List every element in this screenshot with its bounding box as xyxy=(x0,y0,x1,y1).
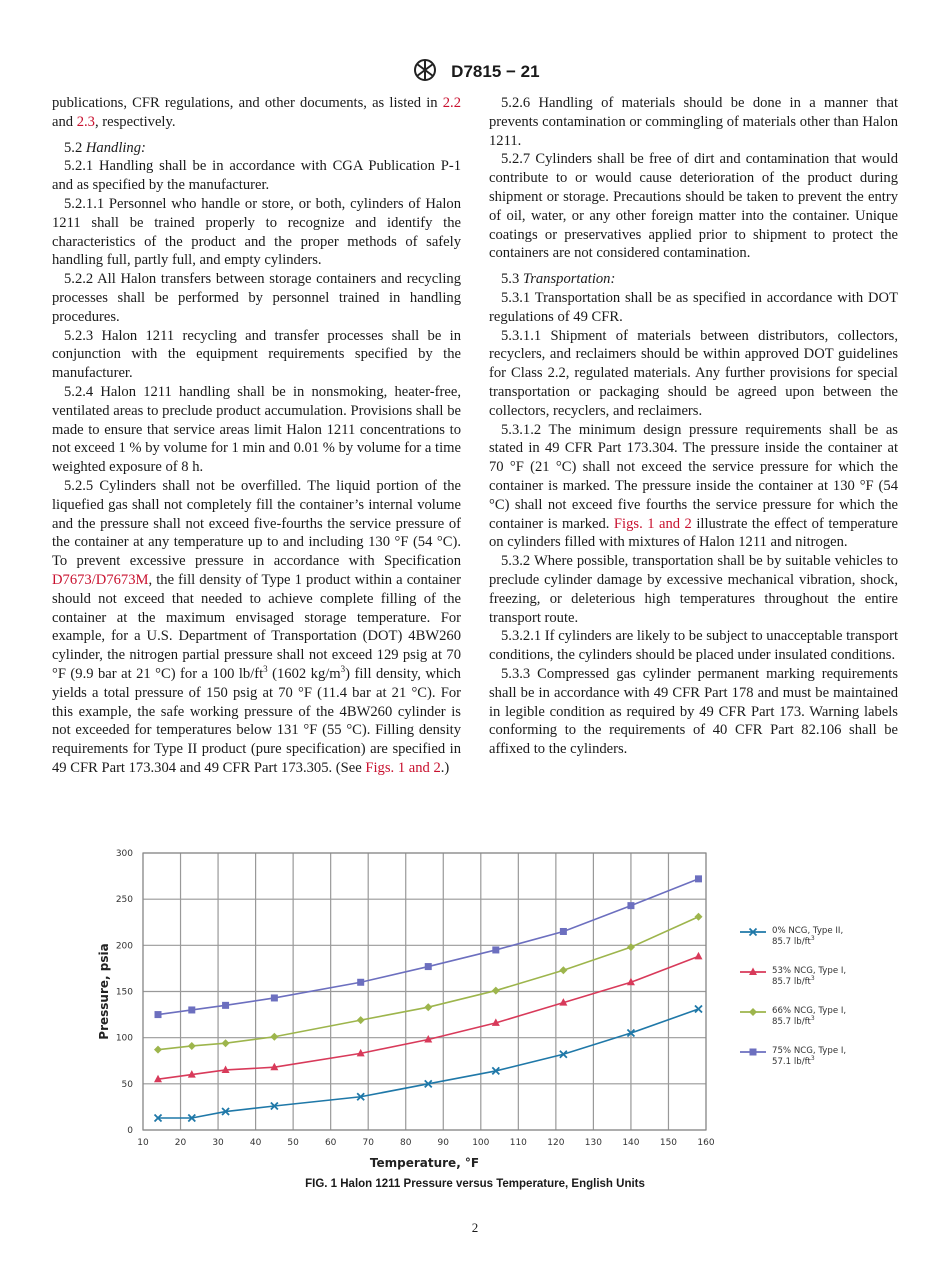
legend-item xyxy=(740,1006,846,1046)
legend-label: 66% NCG, Type I, xyxy=(772,1006,847,1016)
legend-swatch-icon xyxy=(740,1007,766,1017)
y-tick-label: 250 xyxy=(115,895,133,906)
legend-swatch-icon xyxy=(740,967,766,977)
x-tick-label: 60 xyxy=(324,1138,337,1148)
data-point xyxy=(188,1006,195,1013)
paragraph xyxy=(489,289,898,327)
right-column xyxy=(489,94,898,759)
paragraph-text: and xyxy=(52,113,77,130)
data-point xyxy=(627,902,634,909)
legend-density-exponent: 3 xyxy=(810,1015,815,1023)
paragraph xyxy=(489,665,898,759)
legend-swatch-icon xyxy=(740,1047,766,1057)
paragraph-text: 5.3.1 Transportation shall be as specified in accordance with DOT regulations of 49 CFR. xyxy=(489,289,898,325)
paragraph xyxy=(489,627,898,665)
paragraph-text: (1602 kg/m xyxy=(267,665,341,682)
x-tick-label: 100 xyxy=(472,1138,490,1148)
x-tick-label: 140 xyxy=(622,1138,640,1148)
paragraph-text: 5.2.5 Cylinders shall not be overfilled. The liquid portion of the liquefied gas shall not completely fill the container’s internal volume and the pressure shall not exceed five-fourths the service pressure of the container at any temperature up to and including 130 °F (54 °C). To prevent excessive pressure in accordance with Specification xyxy=(52,477,461,570)
paragraph xyxy=(489,270,898,289)
paragraph-text: 5.3.1.1 Shipment of materials between distributors, collectors, recyclers, and reclaimers should be within approved DOT guidelines for Class 2.2, regulated materials. Any further provisions for special transportation or packaging should be agreed upon between the collectors, recyclers, and reclaimers. xyxy=(489,327,898,419)
paragraph xyxy=(52,94,461,132)
legend-marker-icon xyxy=(750,1049,757,1056)
paragraph-text: 5.3.1.2 The minimum design pressure requirements shall be as stated in 49 CFR Part 173.304. The pressure inside the container at 70 °F (21 °C) shall not exceed the service pressure for which the container is marked. The pressure inside the container at 130 °F (54 °C) shall not exceed five fourths the service pressure for which the container is marked. xyxy=(489,421,898,532)
data-point xyxy=(492,946,499,953)
x-tick-label: 130 xyxy=(584,1138,602,1148)
x-tick-label: 10 xyxy=(137,1138,149,1148)
paragraph xyxy=(52,383,461,477)
data-point xyxy=(222,1039,230,1047)
paragraph-text: 5.3.3 Compressed gas cylinder permanent marking requirements shall be in accordance with 49 CFR Part 178 and must be maintained in legible condition as required by 49 CFR Part 173. Warning labels conforming to the requirements of 40 CFR Part 82.106 shall be affixed to the cylinders. xyxy=(489,665,898,758)
y-axis-label: Pressure, psia xyxy=(97,943,111,1040)
data-point xyxy=(271,994,278,1001)
cross-reference-link[interactable]: 2.3 xyxy=(76,113,95,130)
paragraph-text: .) xyxy=(440,759,450,776)
data-point xyxy=(559,966,567,974)
y-tick-label: 150 xyxy=(115,987,133,998)
cross-reference-link[interactable]: Figs. 1 and 2 xyxy=(613,515,692,532)
cross-reference-link[interactable]: 2.2 xyxy=(442,95,461,111)
paragraph xyxy=(52,139,461,158)
paragraph-text: 5.3.2.1 If cylinders are likely to be subject to unacceptable transport conditions, the cylinders should be placed under insulated conditions. xyxy=(489,628,898,664)
legend-density-exponent: 3 xyxy=(810,935,815,943)
legend-density: 85.7 lb/ft xyxy=(772,1017,811,1027)
data-point xyxy=(694,952,702,960)
x-tick-label: 110 xyxy=(509,1138,527,1148)
legend-label: 75% NCG, Type I, xyxy=(772,1046,847,1056)
section-heading: Transportation: xyxy=(522,271,616,288)
data-point xyxy=(270,1033,278,1041)
paragraph-text: 5.2.1 Handling shall be in accordance with CGA Publication P-1 and as specified by the manufacturer. xyxy=(52,158,461,194)
legend-density: 57.1 lb/ft xyxy=(772,1057,811,1067)
y-tick-label: 100 xyxy=(115,1033,133,1044)
cross-reference-link[interactable]: Figs. 1 and 2 xyxy=(365,759,441,776)
series-line xyxy=(158,917,698,1050)
paragraph-text: publications, CFR regulations, and other documents, as listed in xyxy=(52,95,443,111)
section-heading: Handling: xyxy=(85,139,146,156)
legend-density: 85.7 lb/ft xyxy=(772,937,811,947)
x-tick-label: 20 xyxy=(174,1138,187,1148)
data-point xyxy=(155,1011,162,1018)
paragraph-text: 5.2.2 All Halon transfers between storage containers and recycling processes shall be performed by personnel trained in handling procedures. xyxy=(52,271,461,325)
data-point xyxy=(188,1042,196,1050)
paragraph xyxy=(489,421,898,553)
x-tick-label: 160 xyxy=(697,1138,715,1148)
legend-item xyxy=(740,1046,846,1086)
paragraph xyxy=(52,195,461,270)
data-point xyxy=(560,928,567,935)
data-point xyxy=(492,987,500,995)
data-point xyxy=(695,875,702,882)
paragraph xyxy=(52,477,461,778)
data-point xyxy=(425,963,432,970)
data-point xyxy=(222,1002,229,1009)
paragraph xyxy=(489,327,898,421)
paragraph-text: ) fill density, which yields a total pressure of 150 psig at 70 °F (11.4 bar at 21 °C). For this example, the safe working pressure of the 4BW260 cylinder is not exceeded for temperatures below 131 °F (55 °C). Filling density requirements for Type II product (pure specification) are specified in 49 CFR Part 173.304 and 49 CFR Part 173.305. (See xyxy=(52,665,461,776)
data-point xyxy=(694,913,702,921)
astm-logo-icon xyxy=(410,58,440,87)
legend-label: 0% NCG, Type II, xyxy=(772,926,844,936)
x-tick-label: 70 xyxy=(362,1138,374,1148)
x-tick-label: 80 xyxy=(400,1138,412,1148)
left-column xyxy=(52,94,461,778)
paragraph xyxy=(489,552,898,627)
legend-swatch-icon xyxy=(740,927,766,937)
chart-legend xyxy=(740,926,846,1086)
paragraph-text: illustrate the effect of temperature on cylinders filled with mixtures of Halon 1211 and nitrogen. xyxy=(489,515,898,551)
x-tick-label: 40 xyxy=(249,1138,262,1148)
x-tick-label: 120 xyxy=(547,1138,565,1148)
paragraph-text: , the fill density of Type 1 product within a container should not exceed that needed to achieve complete filling of the container at the maximum envisaged storage temperature. For example, for a U.S. Department of Transportation (DOT) 4BW260 cylinder, the nitrogen partial pressure shall not exceed 129 psig at 70 °F (9.9 bar at 21 °C) for a 100 lb/ft xyxy=(52,571,461,682)
y-tick-label: 300 xyxy=(115,849,133,859)
paragraph-text: 3 xyxy=(263,664,268,675)
x-axis-label: Temperature, °F xyxy=(369,1156,480,1170)
legend-density-exponent: 3 xyxy=(810,975,815,983)
paragraph xyxy=(52,270,461,326)
data-point xyxy=(424,1003,432,1011)
data-point xyxy=(154,1046,162,1054)
legend-item xyxy=(740,926,846,966)
x-tick-label: 50 xyxy=(287,1138,299,1148)
y-tick-label: 200 xyxy=(115,941,133,952)
x-tick-label: 150 xyxy=(659,1138,678,1148)
paragraph-text: 3 xyxy=(340,664,346,675)
legend-label: 53% NCG, Type I, xyxy=(772,966,847,976)
x-tick-label: 30 xyxy=(212,1138,224,1148)
paragraph-text: 5.2.3 Halon 1211 recycling and transfer processes shall be in conjunction with the equipment requirements specified by the manufacturer. xyxy=(52,327,461,382)
cross-reference-link[interactable]: D7673/D7673M xyxy=(52,571,149,588)
data-point xyxy=(627,943,635,951)
legend-density: 85.7 lb/ft xyxy=(772,977,811,987)
paragraph xyxy=(52,157,461,195)
x-tick-label: 90 xyxy=(437,1138,449,1148)
paragraph-text: 5.3.2 Where possible, transportation shall be by suitable vehicles to preclude cylinder damage by excessive mechanical vibration, shock, freezing, or deleterious high temperatures throughout the entire transport route. xyxy=(489,553,898,626)
page-header xyxy=(0,58,950,87)
figure-caption: FIG. 1 Halon 1211 Pressure versus Temperature, English Units xyxy=(305,1178,645,1190)
y-tick-label: 50 xyxy=(121,1079,133,1090)
y-tick-label: 0 xyxy=(127,1126,133,1136)
data-point xyxy=(695,1006,702,1013)
page-number: 2 xyxy=(471,1220,479,1235)
paragraph xyxy=(52,327,461,383)
pressure-temperature-chart xyxy=(90,840,730,1170)
paragraph-text: 5.2.1.1 Personnel who handle or store, or both, cylinders of Halon 1211 shall be trained properly to recognize and identify the characteristics of the product and the proper methods of safely handling full, partly full, and empty cylinders. xyxy=(52,195,461,269)
paragraph xyxy=(489,94,898,150)
series-line xyxy=(158,956,698,1079)
legend-marker-icon xyxy=(749,1008,757,1016)
paragraph-text: , respectively. xyxy=(94,113,176,130)
data-point xyxy=(357,1016,365,1024)
legend-density-exponent: 3 xyxy=(810,1055,815,1063)
paragraph xyxy=(489,150,898,263)
paragraph-text: 5.2.7 Cylinders shall be free of dirt and contamination that would contribute to or would cause deterioration of the product during shipment or storage. Precautions should be taken to prevent the entry of oil, water, or any other foreign matter into the container. Unique coatings or preservatives applied prior to shipment to protect the containers are not considered contamination. xyxy=(489,151,898,262)
data-point xyxy=(357,979,364,986)
paragraph-text: 5.2 xyxy=(64,139,86,156)
document-designation: D7815 − 21 xyxy=(451,61,540,81)
legend-item xyxy=(740,966,846,1006)
series-line xyxy=(158,1009,698,1118)
paragraph-text: 5.2.6 Handling of materials should be done in a manner that prevents contamination or commingling of materials other than Halon 1211. xyxy=(489,95,898,149)
paragraph-text: 5.3 xyxy=(501,271,523,288)
paragraph-text: 5.2.4 Halon 1211 handling shall be in nonsmoking, heater-free, ventilated areas to preclude product accumulation. Provisions shall be made to ensure that service areas limit Halon 1211 concentrations to not exceed 1 % by volume for 1 min and 0.01 % by volume for a time weighted exposure of 8 h. xyxy=(52,383,461,476)
